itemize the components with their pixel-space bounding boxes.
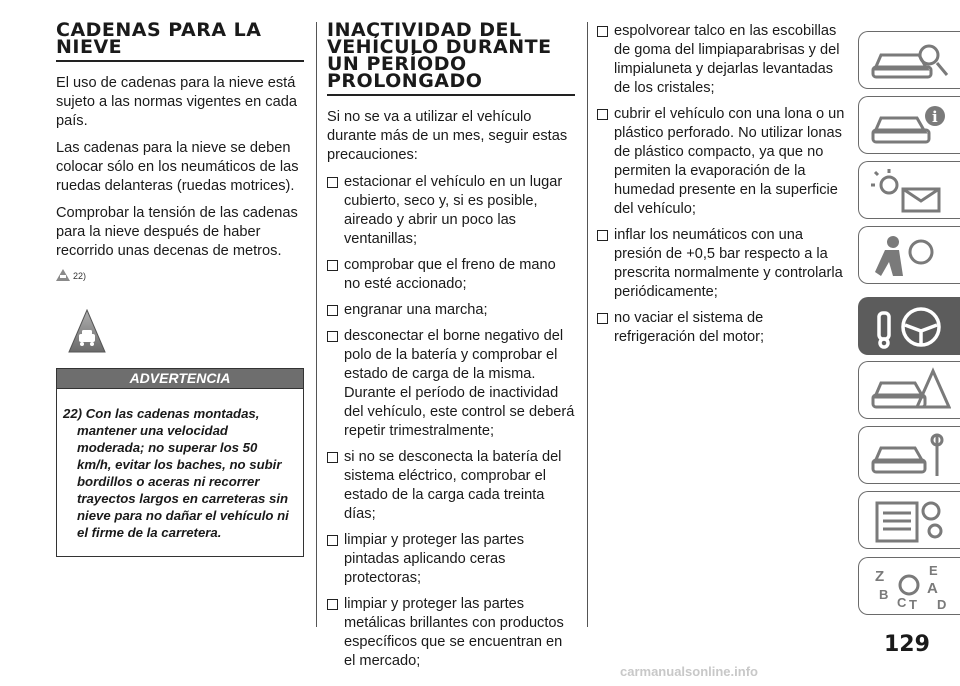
svg-text:A: A bbox=[927, 580, 938, 597]
paragraph: El uso de cadenas para la nieve está sujeto a las normas vigentes en cada país. bbox=[56, 75, 297, 129]
warning-header: ADVERTENCIA bbox=[56, 368, 304, 389]
svg-text:B: B bbox=[879, 587, 889, 602]
list-item: desconectar el borne negativo del polo de la batería y comprobar el estado de carga de la misma. Durante el período de inactividad del vehículo, este control se deberá repetir trimestralmente; bbox=[327, 327, 575, 441]
checkbox-bullet-icon bbox=[327, 599, 338, 610]
checkbox-bullet-icon bbox=[327, 260, 338, 271]
airbag-passenger-icon bbox=[869, 232, 951, 280]
list-item: si no se desconecta la batería del sistema eléctrico, comprobar el estado de la carga cada treinta días; bbox=[327, 448, 575, 524]
tab-specifications[interactable] bbox=[858, 491, 960, 549]
section-title-inactivity: INACTIVIDAD DEL VEHÍCULO DURANTE UN PERÍODO PROLONGADO bbox=[327, 22, 575, 96]
checkbox-bullet-icon bbox=[597, 26, 608, 37]
list-item: estacionar el vehículo en un lugar cubierto, seco y, si es posible, aireado y abrir un poco las ventanillas; bbox=[327, 173, 575, 249]
warning-triangle-icon bbox=[56, 269, 70, 281]
tab-safety[interactable] bbox=[858, 226, 960, 284]
list-item: inflar los neumáticos con una presión de +0,5 bar respecto a la prescrita normalmente y controlarla periódicamente; bbox=[597, 226, 847, 302]
footer-watermark: carmanualsonline.info bbox=[620, 664, 758, 679]
svg-text:Z: Z bbox=[875, 568, 885, 585]
svg-text:C: C bbox=[897, 595, 907, 610]
warning-reference[interactable] bbox=[56, 269, 304, 281]
warning-body: mantener una velocidad moderada; no superar los 50 km/h, evitar los baches, no subir bordillos o aceras ni recorrer trayectos largos en carreteras sin nieve para no dañar el vehículo ni el firme de la carretera. bbox=[77, 423, 289, 540]
key-steering-wheel-icon bbox=[869, 303, 951, 351]
list-item: espolvorear talco en las escobillas de goma del limpiaparabrisas y del limpialuneta y dejarlas levantadas de los cristales; bbox=[597, 22, 847, 98]
checkbox-bullet-icon bbox=[327, 452, 338, 463]
page-number: 129 bbox=[884, 632, 930, 657]
tab-lights-messages[interactable] bbox=[858, 161, 960, 219]
list-item: engranar una marcha; bbox=[327, 301, 575, 320]
list-item: no vaciar el sistema de refrigeración del motor; bbox=[597, 309, 847, 347]
warning-number: 22) bbox=[63, 406, 83, 421]
warning-text bbox=[63, 405, 295, 541]
warning-box bbox=[56, 389, 304, 557]
checkbox-bullet-icon bbox=[597, 230, 608, 241]
column-vehicle-inactivity bbox=[327, 19, 575, 678]
lights-envelope-icon bbox=[869, 167, 951, 215]
list-item: cubrir el vehículo con una lona o un plástico perforado. No utilizar lonas de plástico compacto, ya que no permiten la evaporación de la humedad presente en la superficie del vehículo; bbox=[597, 105, 847, 219]
warning-sign bbox=[68, 309, 304, 358]
column-snow-chains bbox=[56, 19, 304, 557]
tab-maintenance[interactable] bbox=[858, 426, 960, 484]
paragraph: Comprobar la tensión de las cadenas para la nieve después de haber recorrido unas decenas de metros. bbox=[56, 205, 298, 259]
checkbox-bullet-icon bbox=[597, 313, 608, 324]
reference-label: 22) bbox=[73, 271, 87, 281]
section-title-snow-chains: CADENAS PARA LA NIEVE bbox=[56, 22, 304, 62]
svg-text:D: D bbox=[937, 597, 947, 611]
specifications-list-icon bbox=[869, 497, 951, 545]
intro-paragraph: Si no se va a utilizar el vehículo durante más de un mes, seguir estas precauciones: bbox=[327, 109, 568, 163]
column-divider-2 bbox=[587, 22, 588, 627]
checkbox-bullet-icon bbox=[327, 305, 338, 316]
alphabetical-index-icon bbox=[869, 563, 951, 611]
svg-text:i: i bbox=[932, 108, 938, 126]
column-divider-1 bbox=[316, 22, 317, 627]
checkbox-bullet-icon bbox=[327, 177, 338, 188]
precautions-list bbox=[327, 173, 575, 671]
column-precautions-continued bbox=[597, 22, 847, 354]
paragraph: Las cadenas para la nieve se deben colocar sólo en los neumáticos de las ruedas delanteras (ruedas motrices). bbox=[56, 140, 299, 194]
car-info-icon bbox=[869, 102, 951, 150]
tab-index[interactable] bbox=[858, 557, 960, 615]
tab-starting-driving[interactable] bbox=[858, 297, 960, 355]
svg-text:E: E bbox=[929, 563, 938, 578]
precautions-list-continued bbox=[597, 22, 847, 347]
list-item: limpiar y proteger las partes metálicas brillantes con productos específicos que se encuentran en el mercado; bbox=[327, 595, 575, 671]
checkbox-bullet-icon bbox=[327, 331, 338, 342]
list-item: limpiar y proteger las partes pintadas aplicando ceras protectoras; bbox=[327, 531, 575, 588]
tab-emergency[interactable] bbox=[858, 361, 960, 419]
car-wrench-icon bbox=[869, 432, 951, 480]
svg-text:T: T bbox=[909, 597, 917, 611]
checkbox-bullet-icon bbox=[327, 535, 338, 546]
tab-vehicle-info[interactable] bbox=[858, 96, 960, 154]
tab-dashboard[interactable] bbox=[858, 31, 960, 89]
slippery-road-warning-icon bbox=[68, 309, 106, 353]
warning-first-line: Con las cadenas montadas, bbox=[85, 406, 260, 421]
checkbox-bullet-icon bbox=[597, 109, 608, 120]
car-warning-triangle-icon bbox=[869, 367, 951, 415]
list-item: comprobar que el freno de mano no esté accionado; bbox=[327, 256, 575, 294]
car-dashboard-icon bbox=[869, 37, 951, 85]
